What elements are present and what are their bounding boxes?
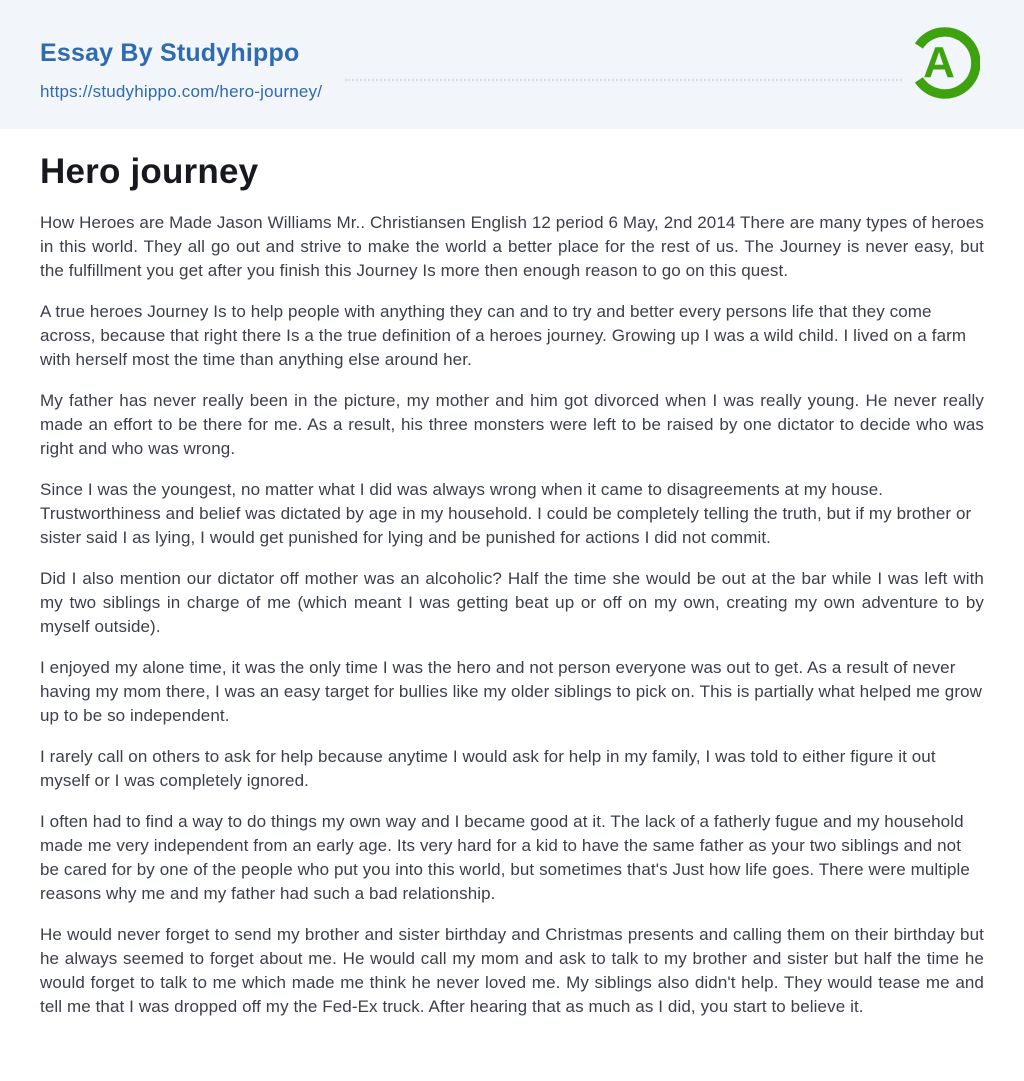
dotted-divider <box>345 79 902 81</box>
essay-paragraph: How Heroes are Made Jason Williams Mr.. Christiansen English 12 period 6 May, 2nd 2014 There are many types of heroes in this world. They all go out and strive to make the world a better place for the rest of us. The Journey is never easy, but the fulfillment you get after you finish this Journey Is more then enough reason to go on this quest. <box>40 212 984 280</box>
logo-letter: A <box>923 38 955 87</box>
studyhippo-logo[interactable] <box>912 19 980 107</box>
essay-paragraph: He would never forget to send my brother and sister birthday and Christmas presents and calling them on their birthday but he always seemed to forget about me. He would call my mom and ask to talk to my brother and sister but half the time he would forget to talk to me which made me think he never loved me. My siblings also didn't help. They would tease me and tell me that I was dropped off my the Fed-Ex truck. After hearing that as much as I did, you start to believe it. <box>40 924 984 1016</box>
essay-source-link[interactable]: https://studyhippo.com/hero-journey/ <box>40 81 323 101</box>
page-main <box>0 129 1024 1066</box>
essay-paragraph: Since I was the youngest, no matter what I did was always wrong when it came to disagreements at my house. Trustworthiness and belief was dictated by age in my household. I could be completely telling the truth, but if my brother or sister said I as lying, I would get punished for lying and be punished for actions I did not commit. <box>40 479 972 547</box>
essay-paragraph: My father has never really been in the picture, my mother and him got divorced when I was really young. He never really made an effort to be there for me. As a result, his three monsters were left to be raised by one dictator to decide who was right and who was wrong. <box>40 390 984 458</box>
essay-paragraph: Did I also mention our dictator off mother was an alcoholic? Half the time she would be out at the bar while I was left with my two siblings in charge of me (which meant I was getting beat up or off on my own, creating my own adventure to by myself outside). <box>40 568 984 636</box>
page-title: Hero journey <box>40 152 259 191</box>
logo-arc-icon <box>912 19 980 107</box>
essay-paragraph: I enjoyed my alone time, it was the only time I was the hero and not person everyone was out to get. As a result of never having my mom there, I was an easy target for bullies like my older siblings to pick on. This is partially what helped me grow up to be so independent. <box>40 657 983 725</box>
essay-paragraph: I rarely call on others to ask for help because anytime I would ask for help in my family, I was told to either figure it out myself or I was completely ignored. <box>40 746 936 790</box>
site-title: Essay By Studyhippo <box>40 39 300 67</box>
essay-body <box>40 211 984 1019</box>
essay-paragraph: A true heroes Journey Is to help people with anything they can and to try and better every persons life that they come across, because that right there Is a the true definition of a heroes journey. Growing up I was a wild child. I lived on a farm with herself most the time than anything else around her. <box>40 301 967 369</box>
site-header <box>0 0 1024 129</box>
essay-paragraph: I often had to find a way to do things my own way and I became good at it. The lack of a fatherly fugue and my household made me very independent from an early age. Its very hard for a kid to have the same father as your two siblings and not be cared for by one of the people who put you into this world, but sometimes that's Just how life goes. There were multiple reasons why me and my father had such a bad relationship. <box>40 811 970 903</box>
